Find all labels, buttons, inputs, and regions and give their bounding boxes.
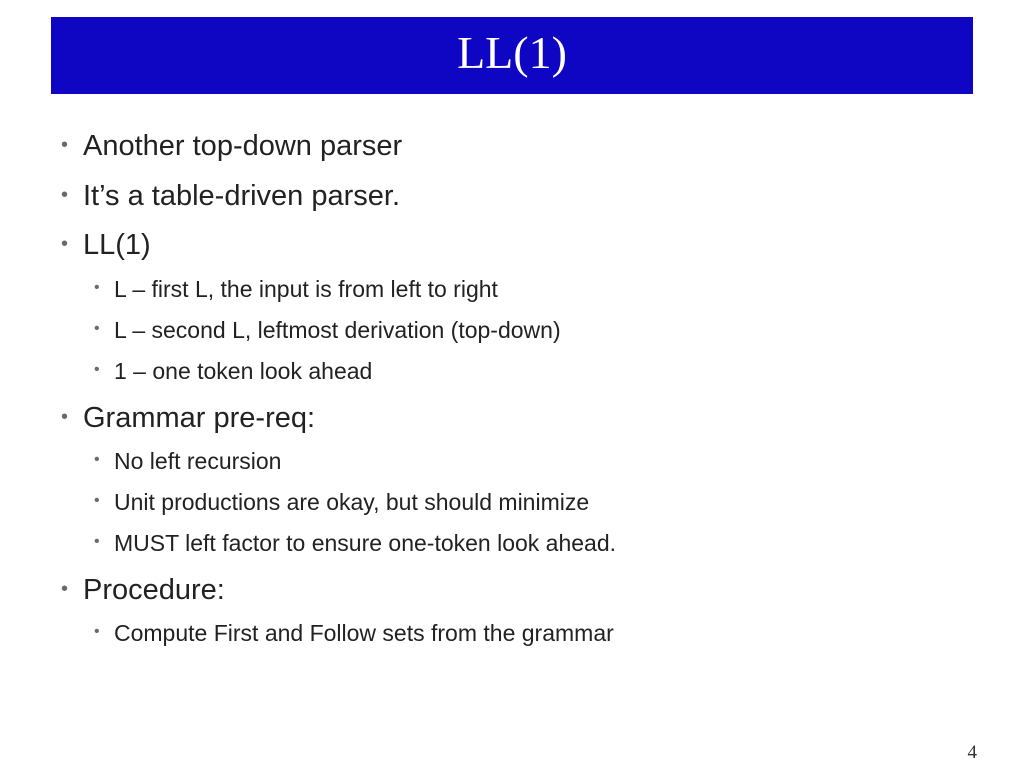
bullet-icon: •: [61, 578, 69, 600]
bullet-icon: •: [94, 623, 100, 640]
bullet-icon: •: [94, 320, 100, 337]
bullet-icon: •: [94, 361, 100, 378]
sub-bullet-item: [94, 489, 590, 516]
bullet-text: L – first L, the input is from left to right: [114, 276, 498, 302]
bullet-item: [61, 130, 403, 163]
bullet-text: Unit productions are okay, but should minimize: [114, 489, 590, 515]
title-bar: [51, 17, 973, 94]
bullet-text: 1 – one token look ahead: [114, 358, 373, 384]
bullet-item: [61, 180, 401, 213]
slide-title: LL(1): [457, 26, 567, 78]
bullet-icon: •: [61, 184, 69, 206]
bullet-icon: •: [94, 451, 100, 468]
page-number: 4: [967, 742, 977, 763]
bullet-text: Compute First and Follow sets from the grammar: [114, 620, 614, 646]
sub-bullet-item: [94, 317, 561, 344]
bullet-icon: •: [61, 134, 69, 156]
bullet-text: No left recursion: [114, 448, 282, 474]
bullet-item: [61, 402, 316, 435]
bullet-icon: •: [61, 233, 69, 255]
sub-bullet-item: [94, 358, 373, 385]
bullet-text: Procedure:: [83, 574, 225, 606]
bullet-icon: •: [61, 406, 69, 428]
bullet-text: MUST left factor to ensure one-token look ahead.: [114, 530, 617, 556]
bullet-icon: •: [94, 533, 100, 550]
bullet-text: LL(1): [83, 229, 151, 261]
sub-bullet-item: [94, 620, 614, 647]
sub-bullet-item: [94, 530, 617, 557]
bullet-text: It’s a table-driven parser.: [83, 180, 401, 212]
bullet-text: Grammar pre-req:: [83, 402, 316, 434]
bullet-text: L – second L, leftmost derivation (top-down): [114, 317, 561, 343]
bullet-item: [61, 574, 225, 607]
bullet-item: [61, 229, 151, 262]
bullet-text: Another top-down parser: [83, 130, 403, 162]
bullet-icon: •: [94, 492, 100, 509]
sub-bullet-item: [94, 448, 282, 475]
sub-bullet-item: [94, 276, 498, 303]
bullet-icon: •: [94, 279, 100, 296]
